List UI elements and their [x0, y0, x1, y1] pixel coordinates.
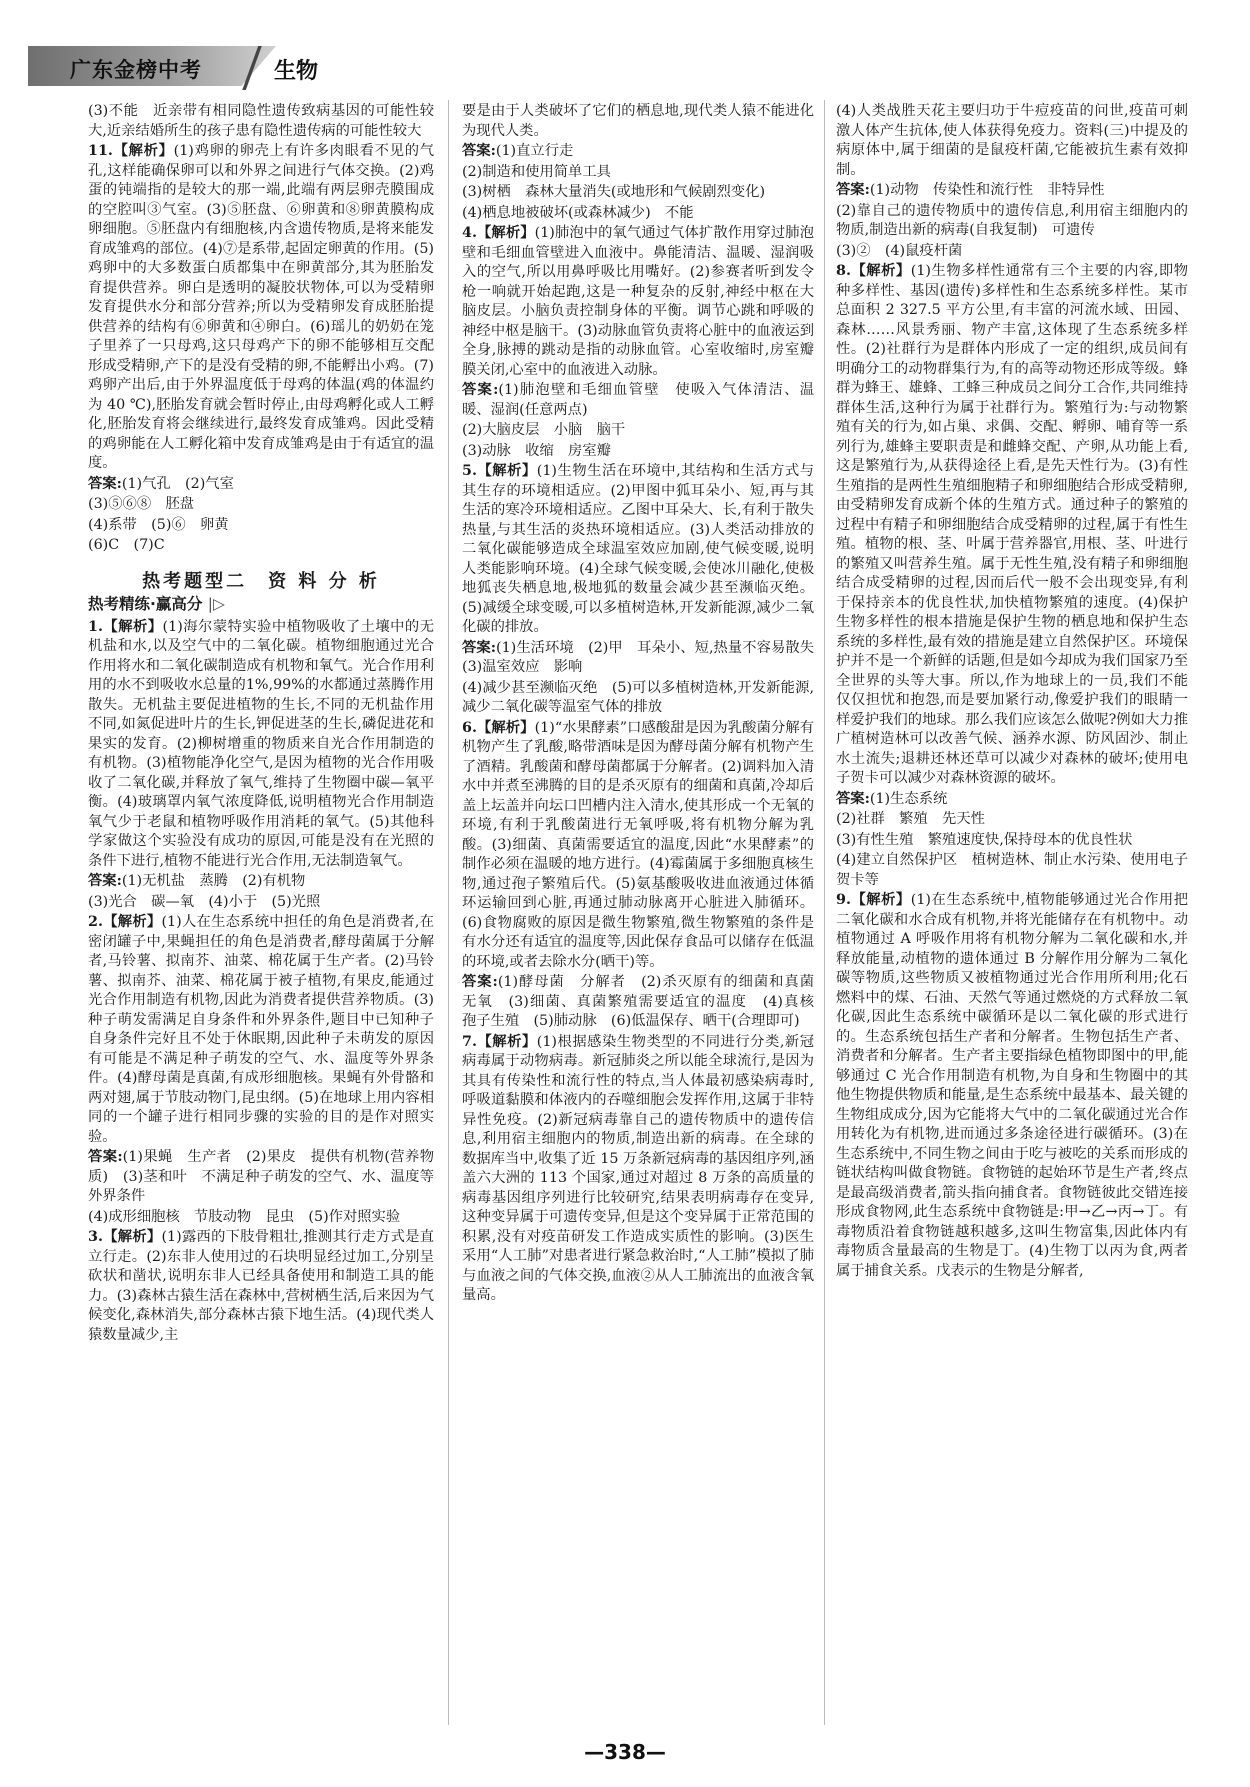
question-analysis [462, 1033, 814, 1306]
text-line: (2)制造和使用简单工具 [462, 163, 611, 180]
answer-line [836, 790, 1188, 810]
analysis-text: (1)根据感染生物类型的不同进行分类,新冠病毒属于动物病毒。新冠肺炎之所以能全球流行,是因为其具有传染性和流行性的特点,当人体最初感染病毒时,呼吸道黏膜和体液内的吞噬细胞会发挥作用,这属于非特异性免疫。(2)新冠病毒靠自己的遗传物质中的遗传信息,利用宿主细胞内的物质,制造出新的病毒。在全球的数据库当中,收集了近 15 万条新冠病毒的基因组序列,涵盖六大洲的 113 个国家,通过对超过 8 万条的高质量的病毒基因组序列进行比较研究,结果表明病毒存在变异,这种变异属于可遗传变异,但是这个变异属于正常范围的积累,没有对疫苗研发工作造成实质性的影响。(3)医生采用“人工肺”对患者进行紧急救治时,“人工肺”模拟了肺与血液之间的气体交换,血液②从人工肺流出的血液含氧量高。 [462, 1033, 815, 1303]
analysis-text: (1)生物多样性通常有三个主要的内容,即物种多样性、基因(遗传)多样性和生态系统多样性。某市总面积 2 327.5 平方公里,有丰富的河流水域、田园、森林……风景秀丽、物产丰富,这体现了生态系统多样性。(2)社群行为是群体内形成了一定的组织,成员间有明确分工的动物群集行为,有的高等动物还形成等级。蜂群为蜂王、雄蜂、工蜂三种成员之间分工合作,共同维持群体生活,这种行为属于社群行为。繁殖行为:与动物繁殖有关的行为,如占巢、求偶、交配、孵卵、哺育等一系列行为,雄蜂主要职责是和雌蜂交配、产卵,从功能上看,这是繁殖行为,从获得途径上看,是先天性行为。(3)有性生殖指的是两性生殖细胞精子和卵细胞结合形成受精卵,由受精卵发育成新个体的生殖方式。通过种子的繁殖的过程中有精子和卵细胞结合成受精卵的过程,属于有性生殖。植物的根、茎、叶属于营养器官,用根、茎、叶进行的繁殖又叫营养生殖。属于无性生殖,没有精子和卵细胞结合成受精卵的过程,因而后代一般不会出现变异,有利于保持亲本的优良性状,加快植物繁殖的速度。(4)保护生物多样性的根本措施是保护生物的栖息地和保护生态系统的多样性,最有效的措施是建立自然保护区。环境保护并不是一个新鲜的话题,但是如今却成为我们国家乃至全世界的头等大事。所以,作为地球上的一员,我们不能仅仅担忧和抱怨,而是要加紧行动,像爱护我们的眼睛一样爱护我们的地球。那么我们应该怎么做呢?例如大力推广植树造林可以改善气候、涵养水源、防风固沙、制止水土流失;退耕还林还草可以减少对森林的破坏;使用电子贺卡可以减少对森林资源的破坏。 [836, 263, 1189, 786]
answer-text: (1)果蝇 生产者 (2)果皮 提供有机物(营养物质) (3)茎和叶 不满足种子萌发的空气、水、温度等外界条件 [88, 1149, 434, 1204]
page-number: —338— [584, 1740, 666, 1764]
answer-text: (1)生活环境 (2)甲 耳朵小、短,热量不容易散失 (3)温室效应 影响 [462, 639, 829, 675]
analysis-text: (1)生物生活在环境中,其结构和生活方式与其生存的环境相适应。(2)甲图中狐耳朵小、短,再与其生活的寒冷环境相适应。乙图中耳朵大、长,有利于散失热量,与其生活的炎热环境相适应。(3)人类活动排放的二氧化碳能够造成全球温室效应加剧,使气候变暖,说明人类能影响环境。(4)全球气候变暖,会使冰川融化,使极地狐丧失栖息地,极地狐的数量会减少甚至濒临灭绝。(5)减缓全球变暖,可以多植树造林,开发新能源,减少二氧化碳的排放。 [462, 463, 815, 635]
question-analysis [462, 224, 814, 380]
question-analysis [88, 1228, 434, 1345]
answer-line [462, 381, 814, 420]
analysis-tag: 【解析】 [476, 225, 535, 241]
analysis-tag: 【解析】 [102, 618, 163, 635]
text-line: (4)成形细胞核 节肢动物 昆虫 (5)作对照实验 [88, 1208, 401, 1225]
question-number: 2. [88, 914, 103, 930]
answer-label: 答案: [462, 382, 499, 398]
question-number: 4. [462, 225, 477, 241]
answer-line [88, 1148, 434, 1207]
text-column-2 [462, 102, 829, 1722]
answer-label: 答案: [462, 143, 496, 159]
text-line: (3)② (4)鼠疫杆菌 [836, 242, 963, 259]
analysis-tag: 【解析】 [102, 1229, 162, 1245]
analysis-text: (1)海尔蒙特实验中植物吸收了土壤中的无机盐和水,以及空气中的二氧化碳。植物细胞通过光合作用将水和二氧化碳制造成有机物和氧气。光合作用利用的水不到吸收水总量的1%,99%的水都通过蒸腾作用散失。无机盐主要促进植物的生长,不同的无机盐作用不同,如氮促进叶片的生长,钾促进茎的生长,磷促进花和果实的发育。(2)柳树增重的物质来自光合作用制造的有机物。(3)植物能净化空气,是因为植物的光合作用吸收了二氧化碳,并释放了氧气,维持了生物圈中碳—氧平衡。(4)玻璃罩内氧气浓度降低,说明植物光合作用制造氧气少于老鼠和植物呼吸作用消耗的氧气。(5)其他科学家做这个实验没有成功的原因,可能是没有在光照的条件下进行,植物不能进行光合作用,无法制造氧气。 [88, 618, 435, 869]
page-header [28, 44, 1228, 88]
question-number: 3. [88, 1229, 103, 1245]
text-line: (3)有性生殖 繁殖速度快,保持母本的优良性状 [836, 831, 1133, 848]
analysis-text: (1)在生态系统中,植物能够通过光合作用把二氧化碳和水合成有机物,并将光能储存在有机物中。动植物通过 A 呼吸作用将有机物分解为二氧化碳和水,并释放能量,动植物的遗体通过 B 分解作用分解为二氧化碳等物质,这些物质又被植物通过光合作用所利用;化石燃料中的煤、石油、天然气等通过燃烧的方式释放二氧化碳,因此生态系统中碳循环是以二氧化碳的形式进行的。生态系统包括生产者和分解者。生物包括生产者、消费者和分解者。生产者主要指绿色植物即图中的甲,能够通过 C 光合作用制造有机物,为自身和生物圈中的其他生物提供物质和能量,是生态系统中最基本、最关键的生物组成成分,因为它能将大气中的二氧化碳通过光合作用转化为有机物,进而通过多条途径进行碳循环。(3)在生态系统中,不同生物之间由于吃与被吃的关系而形成的链状结构叫做食物链。食物链的起始环节是生产者,终点是最高级消费者,箭头指向捕食者。食物链彼此交错连接形成食物网,此生态系统中食物链是:甲→乙→丙→丁。有毒物质沿着食物链越积越多,这叫生物富集,因此体内有毒物质含量最高的生物是丁。(4)生物丁以丙为食,两者属于捕食关系。戊表示的生物是分解者, [836, 892, 1189, 1279]
subsection-title [88, 595, 434, 615]
analysis-text: (1)鸡卵的卵壳上有许多肉眼看不见的气孔,这样能确保卵可以和外界之间进行气体交换。(2)鸡蛋的钝端指的是较大的那一端,此端有两层卵壳膜围成的空腔叫③气室。(3)⑤胚盘、⑥卵黄和⑧卵黄膜构成卵细胞。⑤胚盘内有细胞核,内含遗传物质,是将来能发育成雏鸡的部位。(4)⑦是系带,起固定卵黄的作用。(5)鸡卵中的大多数蛋白质都集中在卵黄部分,其为胚胎发育提供营养。卵白是透明的凝胶状物体,可以为受精卵发育提供水分和部分营养;所以为受精卵发育成胚胎提供营养的结构有⑥卵黄和④卵白。(6)瑶儿的奶奶在笼子里养了一只母鸡,这只母鸡产下的卵不能够相互交配形成受精卵,产下的是没有受精的卵,不能孵出小鸡。(7)鸡卵产出后,由于外界温度低于母鸡的体温(鸡的体温约为 40 ℃),胚胎发育就会暂时停止,由母鸡孵化或人工孵化,胚胎发育将会继续进行,最终发育成雏鸡。因此受精的鸡卵能在人工孵化箱中发育成雏鸡是由于有适宜的温度。 [88, 143, 435, 471]
column-divider [824, 100, 825, 1725]
answer-label: 答案: [88, 873, 122, 889]
column-divider [448, 100, 449, 1725]
question-analysis [462, 462, 814, 638]
question-number: 7. [462, 1033, 477, 1050]
answer-line [88, 872, 434, 892]
question-number: 1. [88, 618, 103, 635]
question-number: 5. [462, 463, 477, 479]
text-line: (3)不能 近亲带有相同隐性遗传致病基因的可能性较大,近亲结婚所生的孩子患有隐性遗传病的可能性较大 [88, 103, 434, 139]
text-line: 要是由于人类破坏了它们的栖息地,现代类人猿不能进化为现代人类。 [462, 103, 814, 139]
question-analysis [88, 913, 434, 1147]
analysis-text: (1)人在生态系统中担任的角色是消费者,在密闭罐子中,果蝇担任的角色是消费者,酵母菌属于分解者,马铃薯、拟南芥、油菜、棉花属于生产者。(2)马铃薯、拟南芥、油菜、棉花属于被子植物,有果皮,能通过光合作用制造有机物,因此为消费者提供营养物质。(3)种子萌发需满足自身条件和外界条件,题目中已知种子自身条件完好且不处于休眠期,因此种子未萌发的原因有可能是不满足种子萌发的空气、水、温度等外界条件。(4)酵母菌是真菌,有成形细胞核。果蝇有外骨骼和两对翅,属于节肢动物门,昆虫纲。(5)在地球上用内容相同的一个罐子进行相同步骤的实验的目的是作对照实验。 [88, 914, 434, 1145]
question-number: 11. [88, 143, 113, 159]
answer-text: (1)肺泡壁和毛细血管壁 使吸入气体清洁、温暖、湿润(任意两点) [462, 382, 815, 418]
text-line: (4)建立自然保护区 植树造林、制止水污染、使用电子贺卡等 [836, 852, 1188, 888]
analysis-text: (1)“水果酵素”口感酸甜是因为乳酸菌分解有机物产生了乳酸,略带酒味是因为酵母菌分解有机物产生了酒精。乳酸菌和酵母菌都属于分解者。(2)调料加入清水中并煮至沸腾的目的是杀灭原有的细菌和真菌,冷却后盖上坛盖并向坛口凹槽内注入清水,使其形成一个无氧的环境,有利于乳酸菌进行无氧呼吸,将有机物分解为乳酸。(3)细菌、真菌需要适宜的温度,因此“水果酵素”的制作必须在温暖的地方进行。(4)霉菌属于多细胞真核生物,通过孢子繁殖后代。(5)氨基酸吸收进血液通过体循环运输回到心脏,再通过肺动脉离开心脏进入肺循环。(6)食物腐败的原因是微生物繁殖,微生物繁殖的条件是有水分还有适宜的温度等,因此保存食品可以储存在低温的环境,或者去除水分(晒干)等。 [462, 719, 815, 970]
answer-label: 答案: [836, 790, 870, 807]
answer-text: (1)无机盐 蒸腾 (2)有机物 [121, 873, 306, 889]
header-book-title: 广东金榜中考 [70, 58, 202, 82]
analysis-tag: 【解析】 [102, 914, 162, 930]
question-analysis [462, 719, 814, 973]
answer-label: 答案: [462, 639, 496, 656]
text-line: (3)⑤⑥⑧ 胚盘 [88, 496, 195, 512]
answer-text: (1)气孔 (2)气室 [121, 475, 234, 492]
question-analysis [836, 262, 1188, 789]
text-line: (2)社群 繁殖 先天性 [836, 811, 985, 827]
answer-line [462, 973, 829, 1032]
answer-text: (1)酵母菌 分解者 (2)杀灭原有的细菌和真菌 无氧 (3)细菌、真菌繁殖需要适宜的温度 (4)真核 孢子生殖 (5)肺动脉 (6)低温保存、晒干(合理即可) [462, 974, 829, 1029]
subsection-label: 热考精练·赢高分 [88, 595, 203, 613]
answer-label: 答案: [462, 974, 498, 990]
text-line: (3)光合 碳—氧 (4)小于 (5)光照 [88, 893, 321, 910]
answer-line [462, 142, 814, 162]
text-line: (2)大脑皮层 小脑 脑干 [462, 422, 626, 438]
answer-text: (1)生态系统 [869, 790, 948, 807]
text-line: (3)树栖 森林大量消失(或地形和气候剧烈变化) [462, 184, 766, 200]
answer-text: (1)直立行走 [495, 143, 574, 159]
analysis-tag: 【解析】 [112, 143, 174, 159]
arrow-icon: |▷ [207, 595, 225, 613]
analysis-tag: 【解析】 [476, 1033, 537, 1050]
analysis-text: (1)肺泡中的氧气通过气体扩散作用穿过肺泡壁和毛细血管壁进入血液中。鼻能清洁、温暖、湿润吸入的空气,所以用鼻呼吸比用嘴好。(2)参赛者听到发令枪一响就开始起跑,这是一种复杂的反射,神经中枢在大脑皮层。小脑负责控制身体的平衡。调节心跳和呼吸的神经中枢是脑干。(3)动脉血管负责将心脏中的血液运到全身,脉搏的跳动是指的动脉血管。心室收缩时,房室瓣膜关闭,心室中的血液进入动脉。 [462, 225, 815, 378]
answer-line [88, 475, 434, 495]
text-line: (3)动脉 收缩 房室瓣 [462, 442, 611, 459]
analysis-tag: 【解析】 [850, 892, 911, 908]
text-column-1 [88, 102, 434, 1722]
answer-text: (1)动物 传染性和流行性 非特异性 [869, 182, 1105, 198]
text-column-3 [836, 102, 1188, 1722]
answer-line [836, 181, 1188, 201]
answer-line [462, 639, 829, 678]
answer-label: 答案: [88, 1149, 123, 1165]
question-number: 6. [462, 719, 477, 736]
answer-label: 答案: [836, 182, 870, 198]
text-line: (4)减少甚至濒临灭绝 (5)可以多植树造林,开发新能源,减少二氧化碳等温室气体的排放 [462, 679, 814, 715]
text-line: (2)靠自己的遗传物质中的遗传信息,利用宿主细胞内的物质,制造出新的病毒(自我复制) 可遗传 [836, 202, 1188, 238]
question-analysis [836, 891, 1188, 1281]
question-number: 8. [836, 263, 851, 279]
header-divider [242, 46, 262, 90]
question-number: 9. [836, 892, 851, 908]
question-analysis [88, 142, 434, 474]
text-line: (6)C (7)C [88, 537, 165, 553]
analysis-tag: 【解析】 [476, 463, 537, 479]
text-line: (4)栖息地被破坏(或森林减少) 不能 [462, 204, 694, 221]
answer-label: 答案: [88, 475, 122, 492]
question-analysis [88, 618, 434, 872]
header-subject: 生物 [274, 59, 319, 84]
section-title: 热考题型二 资 料 分 析 [142, 570, 380, 592]
analysis-tag: 【解析】 [476, 719, 535, 736]
text-line: (4)系带 (5)⑥ 卵黄 [88, 516, 229, 533]
analysis-text: (1)露西的下肢骨粗壮,推测其行走方式是直立行走。(2)东非人使用过的石块明显经过加工,分别呈砍状和凿状,说明东非人已经具备使用和制造工具的能力。(3)森林古猿生活在森林中,营树栖生活,后来因为气候变化,森林消失,部分森林古猿下地生活。(4)现代类人猿数量减少,主 [88, 1229, 434, 1343]
text-line: (4)人类战胜天花主要归功于牛痘疫苗的问世,疫苗可刺激人体产生抗体,使人体获得免疫力。资料(三)中提及的病原体中,属于细菌的是鼠疫杆菌,它能被抗生素有效抑制。 [836, 103, 1188, 178]
analysis-tag: 【解析】 [850, 263, 911, 279]
